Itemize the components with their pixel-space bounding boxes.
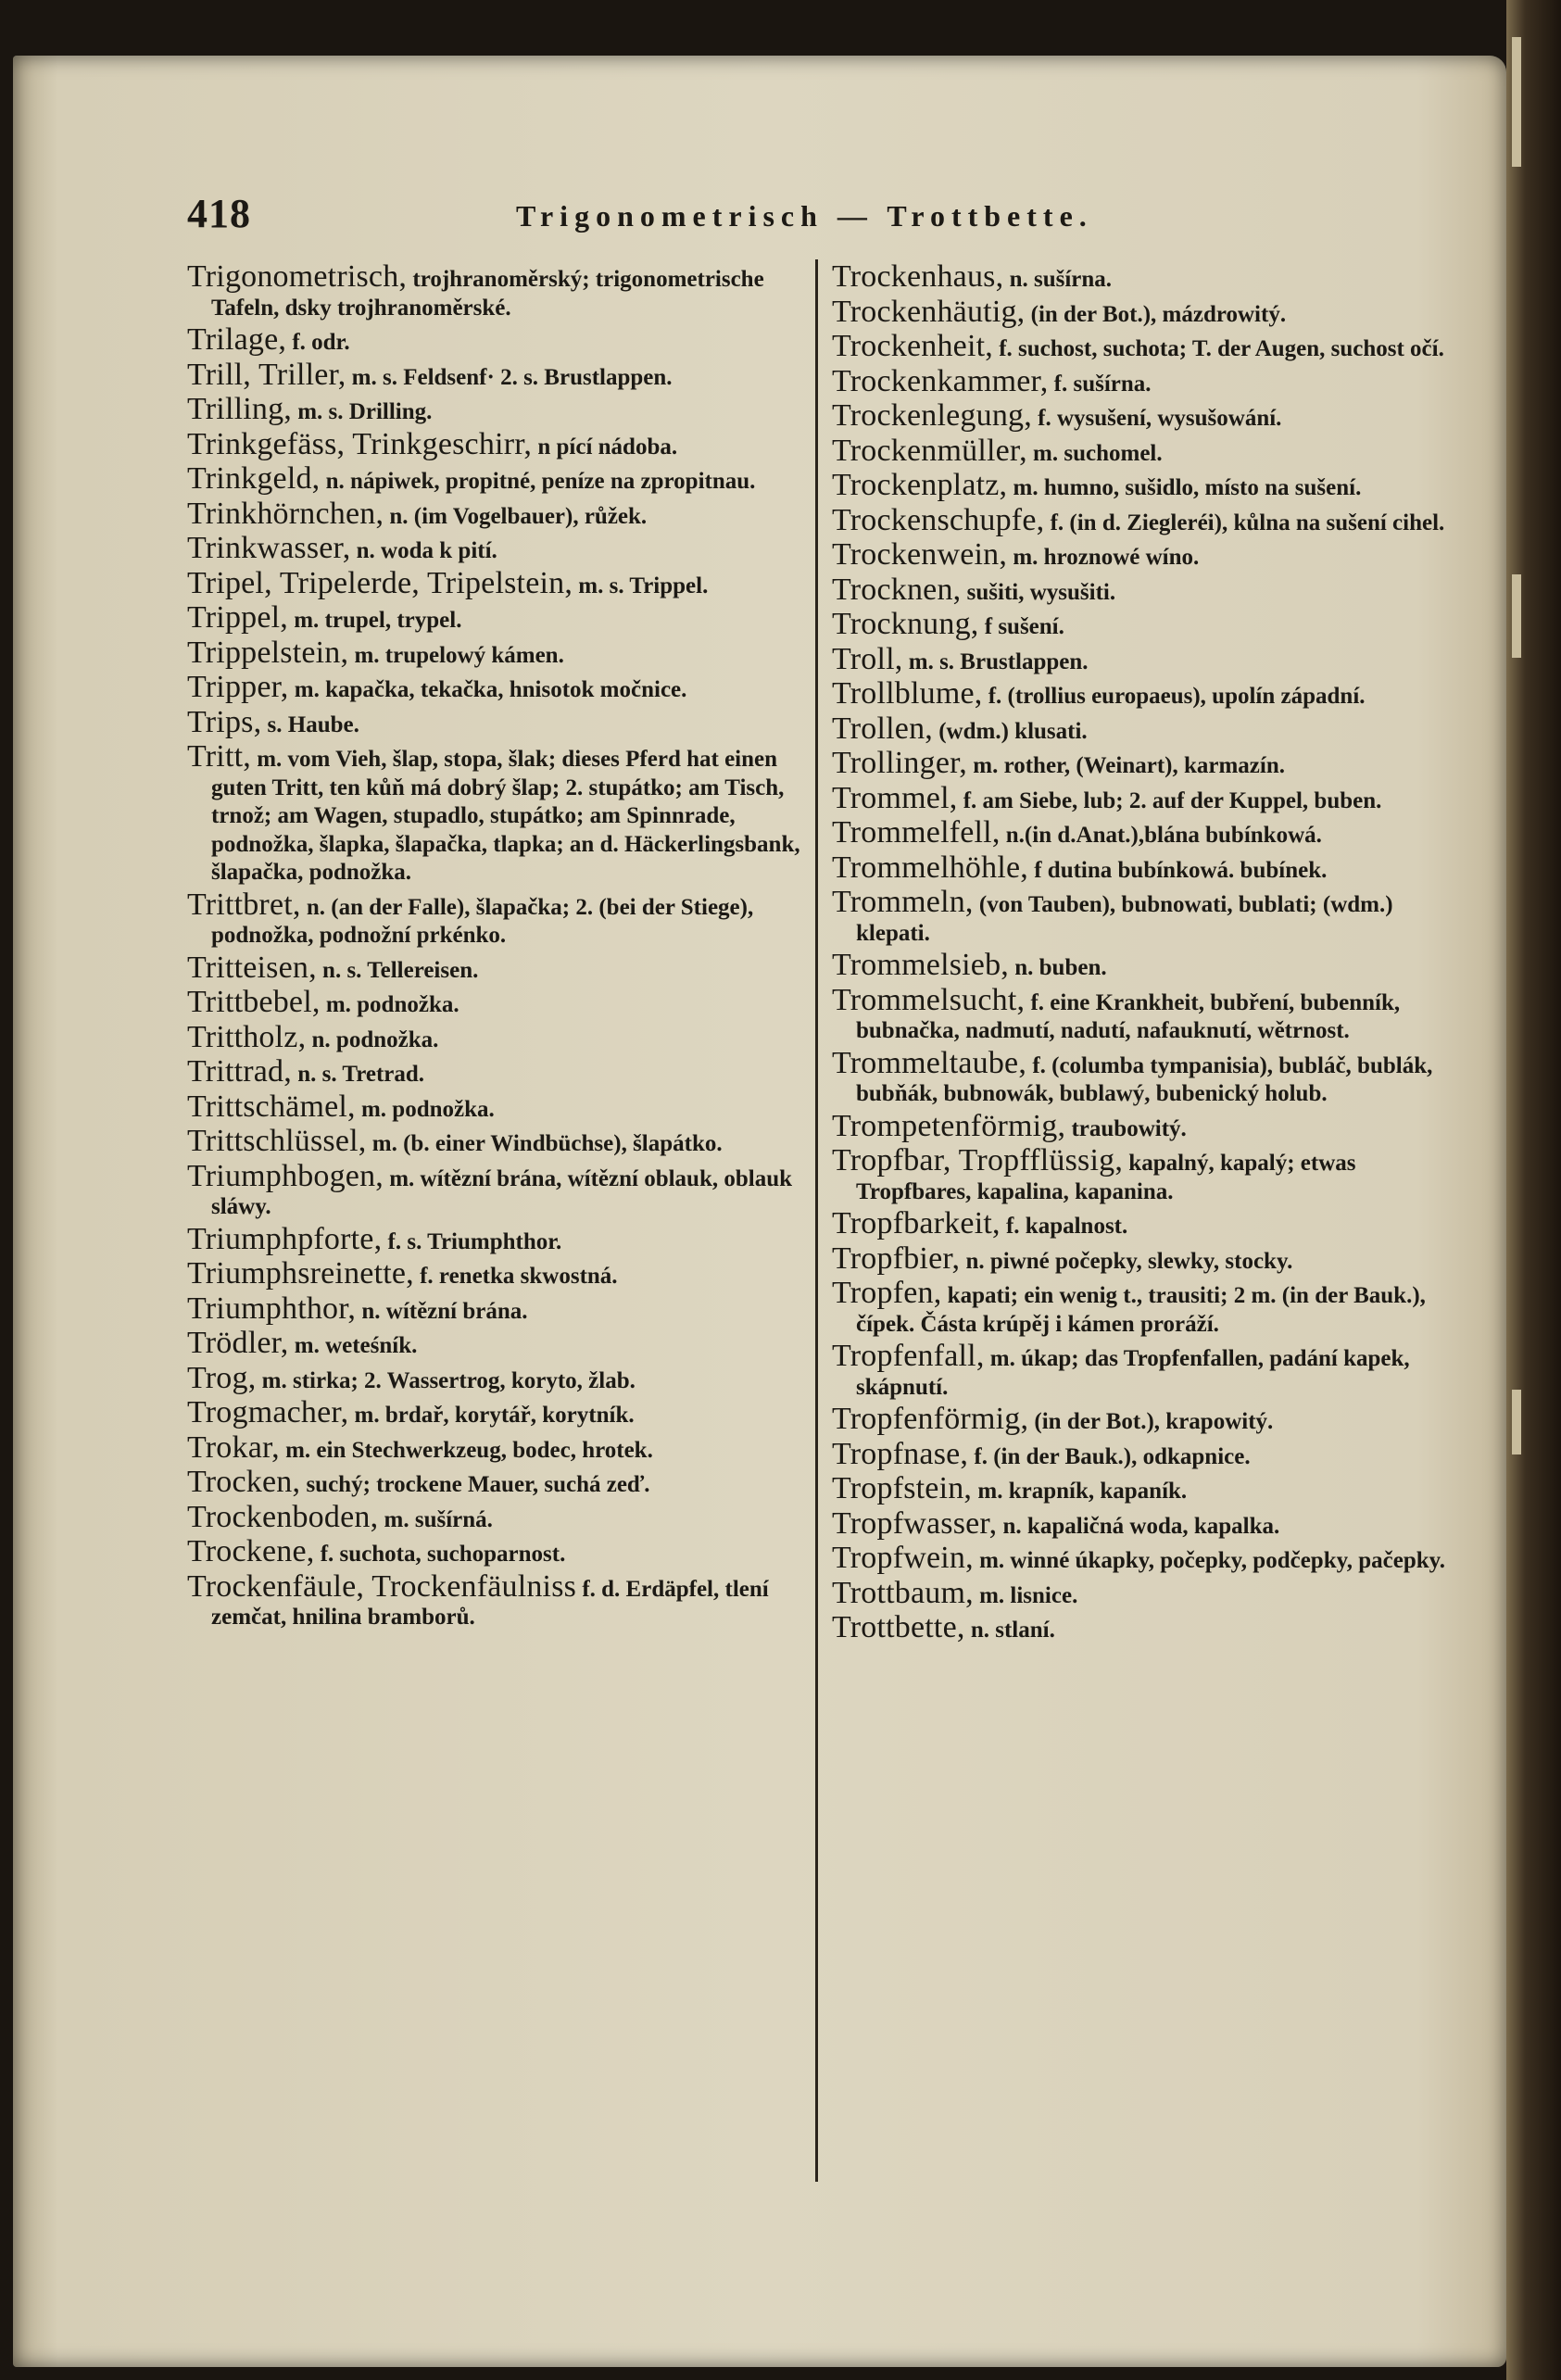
dictionary-entry — [187, 1360, 836, 1396]
entry-definition: n. kapaličná woda, kapalka. — [1002, 1513, 1280, 1539]
dictionary-entry — [187, 426, 836, 462]
dictionary-entry — [832, 711, 1471, 747]
dictionary-entry — [832, 398, 1471, 434]
entry-definition: m. suchomel. — [1033, 440, 1163, 466]
entry-headword: Trockenheit, — [832, 329, 993, 363]
dictionary-entry — [187, 1019, 836, 1055]
entry-headword: Trilage, — [187, 322, 287, 357]
entry-headword: Triumphthor, — [187, 1291, 357, 1326]
entry-definition: f dutina bubínkowá. bubínek. — [1034, 857, 1328, 883]
entry-definition: f. sušírna. — [1053, 371, 1152, 397]
left-column — [187, 259, 836, 1636]
entry-headword: Trinkwasser, — [187, 531, 351, 565]
entry-definition: (in der Bot.), mázdrowitý. — [1030, 301, 1287, 327]
dictionary-entry — [832, 502, 1471, 538]
dictionary-entry — [187, 739, 836, 888]
dictionary-entry — [187, 1465, 836, 1500]
entry-headword: Trips, — [187, 704, 262, 739]
entry-definition: (wdm.) klusati. — [938, 718, 1088, 744]
dictionary-entry — [832, 1276, 1471, 1339]
entry-definition: (in der Bot.), krapowitý. — [1034, 1409, 1274, 1434]
entry-definition: f. suchost, suchota; T. der Augen, suchost očí. — [999, 336, 1444, 361]
dictionary-entry — [832, 1610, 1471, 1645]
entry-definition: f. (trollius europaeus), upolín západní. — [988, 684, 1366, 709]
entry-headword: Trockene, — [187, 1534, 315, 1568]
entry-headword: Trockenwein, — [832, 537, 1008, 572]
dictionary-entry — [187, 1221, 836, 1257]
entry-headword: Trocknen, — [832, 572, 962, 607]
entry-headword: Trittbret, — [187, 887, 301, 922]
page-header — [187, 190, 1114, 247]
entry-headword: Trockenplatz, — [832, 468, 1008, 502]
dictionary-entry — [832, 885, 1471, 948]
entry-definition: kapati; ein wenig t., trausiti; 2 m. (in der Bauk.), čípek. Částa krúpěj i kámen proráží. — [856, 1283, 1426, 1337]
dictionary-entry — [187, 1326, 836, 1361]
entry-definition: m. wítězní brána, wítězní oblauk, oblauk sláwy. — [211, 1165, 793, 1219]
entry-definition: suchý; trockene Mauer, suchá zeď. — [306, 1472, 650, 1497]
dictionary-entry — [187, 1158, 836, 1222]
dictionary-entry — [187, 1256, 836, 1291]
dictionary-entry — [187, 950, 836, 986]
dictionary-entry — [832, 572, 1471, 608]
entry-definition: m. vom Vieh, šlap, stopa, šlak; dieses Pferd hat einen guten Tritt, ten kůň má dobrý šlap; 2. stupátko; am Tisch, trnož; am Wagen, stupadlo, stupátko; am Spinnrade, podnožka, šlapka, šlapačka, tlapka; an d. Häckerlingsbank, šlapačka, podnožka. — [211, 747, 800, 885]
entry-definition: f. s. Triumphthor. — [387, 1228, 562, 1254]
entry-definition: f. am Siebe, lub; 2. auf der Kuppel, buben. — [963, 787, 1382, 813]
dictionary-entry — [832, 1541, 1471, 1576]
entry-headword: Trommeln, — [832, 885, 974, 919]
entry-headword: Trokar, — [187, 1429, 280, 1465]
dictionary-entry — [187, 635, 836, 671]
entry-headword: Trollinger, — [832, 746, 967, 780]
entry-definition: n. sušírna. — [1009, 267, 1113, 292]
entry-headword: Triumphpforte, — [187, 1221, 383, 1256]
entry-headword: Tritteisen, — [187, 950, 317, 985]
dictionary-entry — [832, 607, 1471, 642]
entry-definition: m. s. Trippel. — [578, 573, 709, 598]
entry-headword: Trottbette, — [832, 1610, 965, 1644]
dictionary-entry — [187, 461, 836, 497]
entry-definition: n. s. Tellereisen. — [322, 957, 479, 983]
dictionary-entry — [832, 259, 1471, 295]
entry-headword: Trommelsieb, — [832, 948, 1009, 982]
entry-headword: Trippelstein, — [187, 635, 349, 670]
entry-definition: f. d. Erdäpfel, tlení zemčat, hnilina bramborů. — [211, 1576, 769, 1630]
entry-headword: Trommelhöhle, — [832, 850, 1028, 885]
entry-headword: Trottbaum, — [832, 1575, 974, 1610]
entry-definition: m. ein Stechwerkzeug, bodec, hrotek. — [285, 1437, 653, 1463]
dictionary-entry — [832, 1575, 1471, 1611]
entry-definition: m. rother, (Weinart), karmazín. — [973, 753, 1286, 778]
dictionary-entry — [187, 392, 836, 427]
entry-headword: Trog, — [187, 1360, 257, 1395]
dictionary-entry — [187, 1499, 836, 1535]
entry-headword: Trippel, — [187, 600, 288, 635]
entry-headword: Trilling, — [187, 392, 292, 426]
entry-headword: Tropfen, — [832, 1276, 942, 1310]
entry-headword: Trittholz, — [187, 1019, 307, 1054]
dictionary-entry — [832, 1436, 1471, 1472]
dictionary-entry — [187, 1291, 836, 1327]
entry-headword: Trommelsucht, — [832, 982, 1026, 1017]
entry-definition: f sušení. — [984, 614, 1064, 639]
entry-headword: Trogmacher, — [187, 1395, 349, 1429]
dictionary-entry — [187, 704, 836, 740]
entry-headword: Tropfbier, — [832, 1240, 961, 1276]
entry-headword: Trocken, — [187, 1465, 301, 1499]
entry-headword: Trill, Triller, — [187, 357, 346, 392]
entry-headword: Tropfenförmig, — [832, 1402, 1029, 1436]
entry-headword: Tropfbarkeit, — [832, 1206, 1001, 1240]
entry-definition: m. lisnice. — [979, 1582, 1078, 1608]
entry-headword: Tripel, Tripelerde, Tripelstein, — [187, 565, 573, 600]
dictionary-entry — [832, 1206, 1471, 1241]
entry-headword: Trödler, — [187, 1326, 289, 1360]
dictionary-entry — [187, 496, 836, 532]
dictionary-entry — [832, 780, 1471, 816]
entry-definition: m. úkap; das Tropfenfallen, padání kapek, skápnutí. — [856, 1346, 1410, 1400]
entry-definition: m. s. Feldsenf· 2. s. Brustlappen. — [351, 364, 673, 390]
entry-headword: Trittschämel, — [187, 1089, 356, 1124]
dictionary-entry — [187, 1124, 836, 1159]
dictionary-entry — [832, 1471, 1471, 1506]
entry-definition: n. nápiwek, propitné, peníze na zpropitnau. — [325, 469, 756, 494]
dictionary-entry — [832, 363, 1471, 399]
entry-definition: f. eine Krankheit, bubření, bubenník, bubnačka, nadmutí, nadutí, nafauknutí, wětrnost. — [856, 989, 1401, 1043]
entry-headword: Trittbebel, — [187, 985, 321, 1019]
dictionary-entry — [187, 600, 836, 636]
entry-definition: f. kapalnost. — [1005, 1214, 1128, 1239]
entry-headword: Tropfenfall, — [832, 1339, 985, 1373]
dictionary-entry — [832, 433, 1471, 469]
entry-definition: n. s. Tretrad. — [297, 1062, 425, 1087]
entry-definition: m. kapačka, tekačka, hnisotok močnice. — [294, 677, 687, 702]
entry-headword: Triumphbogen, — [187, 1158, 384, 1193]
entry-headword: Trockenschupfe, — [832, 502, 1045, 537]
dictionary-entry — [832, 329, 1471, 364]
entry-definition: m. krapník, kapaník. — [977, 1479, 1188, 1504]
entry-headword: Tropfstein, — [832, 1471, 973, 1505]
entry-definition: n. stlaní. — [970, 1618, 1055, 1643]
dictionary-entry — [832, 537, 1471, 573]
dictionary-entry — [187, 887, 836, 951]
entry-headword: Trinkhörnchen, — [187, 496, 384, 531]
entry-headword: Troll, — [832, 641, 903, 676]
entry-headword: Tritt, — [187, 739, 251, 774]
entry-definition: n.(in d.Anat.),blána bubínkowá. — [1005, 823, 1322, 848]
entry-definition: n. (im Vogelbauer), růžek. — [389, 503, 648, 529]
entry-definition: f. suchota, suchoparnost. — [320, 1542, 566, 1567]
entry-definition: n pící nádoba. — [537, 434, 678, 460]
entry-definition: f. odr. — [292, 330, 350, 355]
entry-headword: Trigonometrisch, — [187, 259, 408, 294]
entry-headword: Trocknung, — [832, 607, 979, 641]
entry-definition: f. renetka skwostná. — [420, 1264, 618, 1289]
dictionary-entry — [832, 1143, 1471, 1206]
dictionary-entry — [832, 294, 1471, 330]
entry-headword: Trollen, — [832, 711, 933, 746]
entry-definition: sušiti, wysušiti. — [966, 579, 1116, 605]
dictionary-entry — [187, 1568, 836, 1632]
entry-headword: Trollblume, — [832, 676, 983, 711]
dictionary-entry — [832, 746, 1471, 781]
entry-headword: Trommeltaube, — [832, 1045, 1027, 1080]
entry-headword: Trockenfäule, Trockenfäulniss — [187, 1568, 577, 1604]
entry-definition: m. s. Drilling. — [297, 399, 433, 424]
entry-definition: f. (in d. Ziegleréi), kůlna na sušení cihel. — [1050, 510, 1445, 535]
dictionary-entry — [832, 1045, 1471, 1109]
entry-headword: Trittrad, — [187, 1054, 292, 1089]
entry-definition: m. brdař, korytář, korytník. — [354, 1403, 635, 1428]
entry-definition: n. buben. — [1014, 955, 1107, 980]
dictionary-entry — [832, 641, 1471, 677]
dictionary-entry — [187, 985, 836, 1020]
entry-headword: Trockenlegung, — [832, 398, 1032, 433]
entry-headword: Trommelfell, — [832, 815, 1001, 850]
entry-headword: Tropfwasser, — [832, 1505, 998, 1541]
entry-headword: Trockenhaus, — [832, 259, 1004, 294]
dictionary-entry — [832, 1505, 1471, 1542]
entry-definition: n. (an der Falle), šlapačka; 2. (bei der Stiege), podnožka, podnožní prkénko. — [211, 894, 754, 948]
dictionary-entry — [187, 1395, 836, 1430]
dictionary-entry — [187, 565, 836, 601]
dictionary-entry — [832, 1402, 1471, 1437]
dictionary-entry — [187, 1429, 836, 1466]
entry-headword: Tropfbar, Tropfflüssig, — [832, 1143, 1124, 1177]
entry-headword: Trinkgeld, — [187, 461, 321, 496]
dictionary-entry — [187, 1089, 836, 1125]
entry-headword: Triumphsreinette, — [187, 1256, 414, 1291]
book-spine-edge — [1506, 0, 1561, 2380]
entry-definition: m. weteśník. — [294, 1333, 418, 1358]
entry-definition: m. podnožka. — [325, 992, 459, 1017]
page-number: 418 — [187, 191, 251, 236]
entry-definition: m. (b. einer Windbüchse), šlapátko. — [371, 1131, 723, 1156]
dictionary-entry — [832, 850, 1471, 886]
entry-definition: m. humno, sušidlo, místo na sušení. — [1013, 475, 1362, 500]
entry-headword: Trockenkammer, — [832, 363, 1049, 398]
right-column — [832, 259, 1471, 1649]
dictionary-entry — [832, 948, 1471, 983]
entry-definition: s. Haube. — [267, 711, 359, 737]
entry-definition: m. winné úkapky, počepky, podčepky, pačepky. — [979, 1548, 1446, 1573]
entry-definition: f. (in der Bauk.), odkapnice. — [974, 1443, 1251, 1469]
entry-definition: m. podnožka. — [360, 1096, 495, 1122]
dictionary-entry — [832, 815, 1471, 850]
entry-headword: Trinkgefäss, Trinkgeschirr, — [187, 426, 533, 461]
entry-definition: kapalný, kapalý; etwas Tropfbares, kapalina, kapanina. — [856, 1151, 1356, 1204]
entry-definition: m. trupelowý kámen. — [354, 642, 564, 668]
dictionary-entry — [187, 1534, 836, 1569]
entry-definition: m. s. Brustlappen. — [908, 649, 1089, 674]
entry-definition: m. hroznowé wíno. — [1013, 545, 1200, 570]
dictionary-entry — [832, 1240, 1471, 1277]
entry-headword: Trockenhäutig, — [832, 294, 1026, 329]
entry-headword: Trommel, — [832, 780, 958, 815]
dictionary-entry — [187, 670, 836, 705]
entry-headword: Trockenboden, — [187, 1499, 379, 1534]
entry-definition: m. trupel, trypel. — [294, 608, 462, 633]
entry-definition: m. stirka; 2. Wassertrog, koryto, žlab. — [261, 1367, 636, 1393]
entry-definition: (von Tauben), bubnowati, bublati; (wdm.) klepati. — [856, 892, 1393, 946]
entry-definition: f. wysušení, wysušowání. — [1038, 406, 1282, 431]
entry-headword: Trompetenförmig, — [832, 1108, 1066, 1143]
entry-definition: n. wítězní brána. — [361, 1298, 528, 1324]
entry-definition: traubowitý. — [1071, 1115, 1187, 1141]
dictionary-entry — [187, 259, 836, 322]
running-title: Trigonometrisch — Trottbette. — [516, 199, 1093, 233]
entry-headword: Trockenmüller, — [832, 433, 1027, 468]
entry-definition: m. sušírná. — [384, 1506, 493, 1532]
dictionary-entry — [832, 1108, 1471, 1144]
entry-headword: Tripper, — [187, 670, 289, 704]
entry-definition: n. woda k pití. — [356, 538, 497, 563]
dictionary-entry — [832, 676, 1471, 711]
entry-definition: n. piwné počepky, slewky, stocky. — [965, 1248, 1293, 1274]
dictionary-entry — [187, 322, 836, 358]
dictionary-entry — [187, 531, 836, 566]
entry-headword: Trittschlüssel, — [187, 1124, 367, 1158]
dictionary-entry — [832, 982, 1471, 1046]
entry-definition: f. (columba tympanisia), bubláč, bublák, bubňák, bubnowák, bublawý, bubenický holub. — [856, 1052, 1433, 1106]
dictionary-entry — [832, 468, 1471, 503]
dictionary-entry — [187, 357, 836, 393]
dictionary-entry — [832, 1339, 1471, 1402]
dictionary-entry — [187, 1054, 836, 1089]
entry-headword: Tropfnase, — [832, 1436, 969, 1471]
entry-definition: trojhranoměrský; trigonometrische Tafeln, dsky trojhranoměrské. — [211, 267, 764, 321]
entry-definition: n. podnožka. — [311, 1026, 439, 1052]
entry-headword: Tropfwein, — [832, 1541, 974, 1575]
